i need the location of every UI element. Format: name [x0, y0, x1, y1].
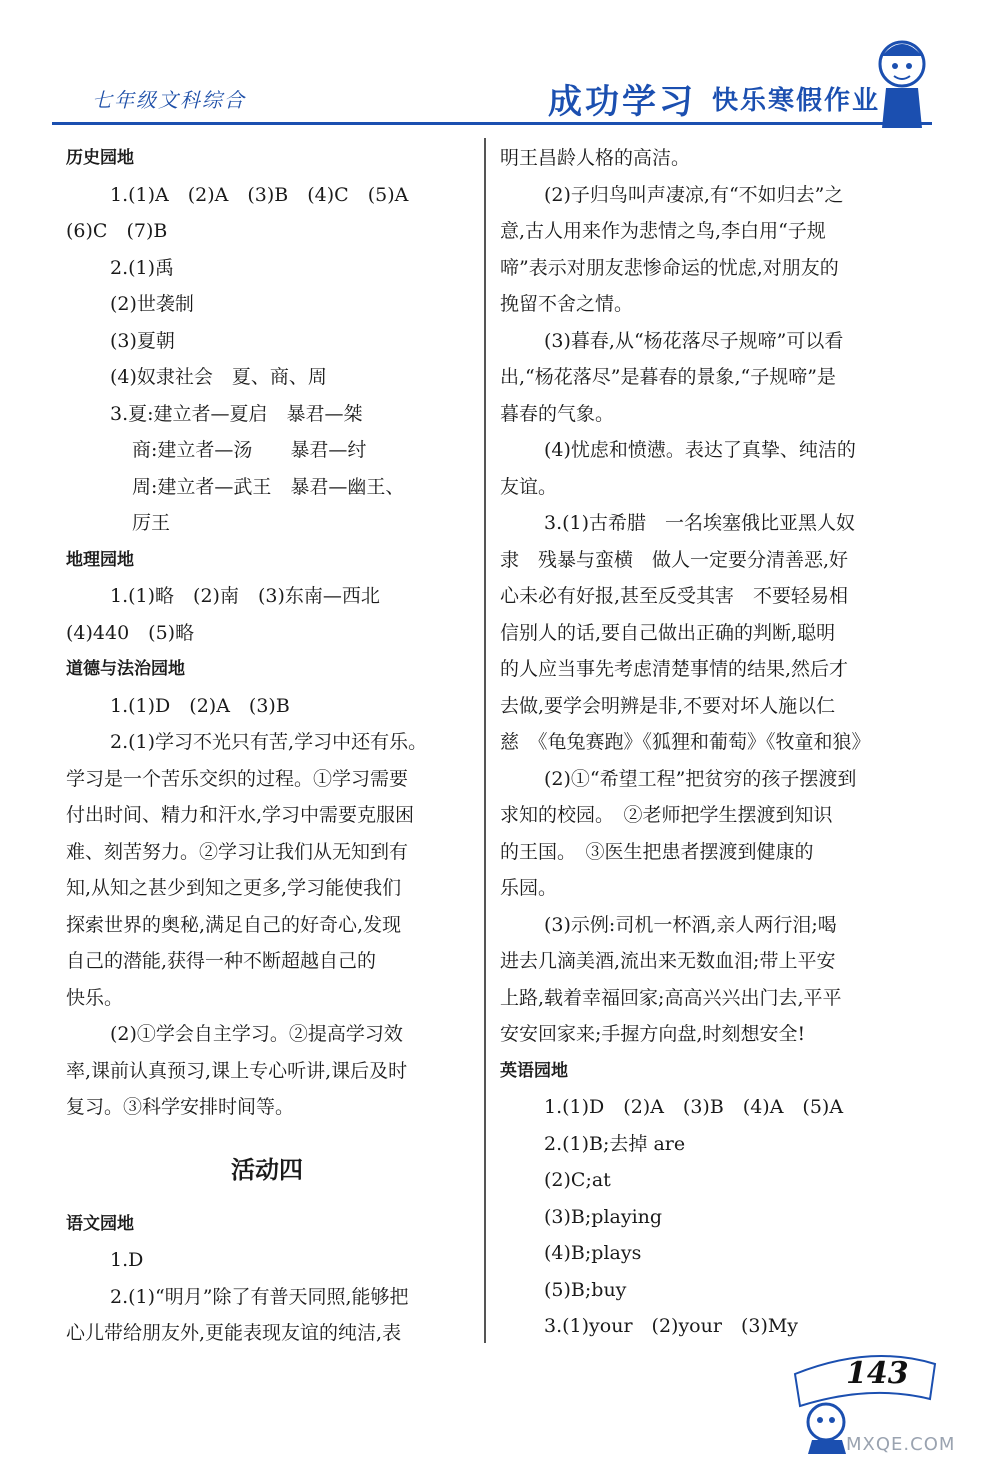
text-line: 进去几滴美酒,流出来无数血泪;带上平安	[500, 950, 836, 972]
text-line: 学习是一个苦乐交织的过程。①学习需要	[66, 767, 409, 790]
text-line: 率,课前认真预习,课上专心听讲,课后及时	[66, 1059, 408, 1082]
watermark: MXQE.COM	[846, 1434, 956, 1455]
text-line: (3)暮春,从“杨花落尽子规啼”可以看	[544, 329, 844, 352]
text-line: 友谊。	[500, 475, 558, 498]
text-line: 1.(1)略 (2)南 (3)东南—西北	[110, 585, 380, 607]
text-line: (3)B;playing	[544, 1205, 663, 1228]
text-line: 知,从知之甚少到知之更多,学习能使我们	[66, 877, 402, 899]
text-line: (2)世袭制	[110, 293, 194, 315]
text-line: (2)子归鸟叫声凄凉,有“不如归去”之	[544, 183, 844, 206]
text-line: (6)C (7)B	[66, 220, 168, 242]
text-line: 难、刻苦努力。②学习让我们从无知到有	[66, 840, 409, 863]
text-line: 3.(1)your (2)your (3)My	[544, 1315, 799, 1337]
page-number: 143	[846, 1356, 909, 1391]
text-line: 信别人的话,要自己做出正确的判断,聪明	[500, 621, 836, 644]
text-line: 隶 残暴与蛮横 做人一定要分清善恶,好	[500, 548, 849, 571]
section-heading: 语文园地	[66, 1213, 134, 1234]
text-line: 探索世界的奥秘,满足自己的好奇心,发现	[66, 913, 402, 936]
text-line: 上路,载着幸福回家;高高兴兴出门去,平平	[500, 986, 842, 1009]
text-line: (4)奴隶社会 夏、商、周	[110, 366, 327, 388]
section-heading: 道德与法治园地	[66, 659, 185, 679]
text-line: 2.(1)学习不光只有苦,学习中还有乐。	[110, 731, 428, 753]
text-line: 心儿带给朋友外,更能表现友谊的纯洁,表	[66, 1322, 402, 1344]
text-line: 3.(1)古希腊 一名埃塞俄比亚黑人奴	[544, 512, 856, 534]
text-line: 1.D	[110, 1249, 144, 1271]
text-line: 2.(1)B;去掉 are	[544, 1132, 686, 1155]
text-line: (2)①学会自主学习。②提高学习效	[110, 1023, 403, 1045]
header-left-title: 七年级文科综合	[92, 88, 246, 112]
section-heading: 英语园地	[500, 1060, 568, 1081]
text-line: 1.(1)A (2)A (3)B (4)C (5)A	[110, 183, 409, 206]
text-line: (5)B;buy	[544, 1278, 627, 1301]
text-line: 慈 《龟兔赛跑》《狐狸和葡萄》《牧童和狼》	[500, 731, 871, 753]
text-line: 3.夏:建立者—夏启 暴君—桀	[110, 402, 363, 425]
text-line: 乐园。	[500, 877, 558, 899]
text-line: (4)忧虑和愤懑。表达了真挚、纯洁的	[544, 439, 856, 461]
text-line: 的王国。 ③医生把患者摆渡到健康的	[500, 840, 814, 863]
text-line: 1.(1)D (2)A (3)B (4)A (5)A	[544, 1096, 844, 1118]
text-line: 快乐。	[66, 986, 124, 1009]
header-subtitle: 快乐寒假作业	[712, 86, 881, 116]
section-heading: 历史园地	[66, 148, 134, 168]
text-line: 自己的潜能,获得一种不断超越自己的	[66, 950, 377, 972]
activity-title: 活动四	[231, 1155, 303, 1184]
text-line: 2.(1)“明月”除了有普天同照,能够把	[110, 1285, 409, 1308]
cartoon-boy-icon	[872, 16, 932, 146]
text-line: (4)B;plays	[544, 1242, 642, 1264]
text-line: 2.(1)禹	[110, 256, 175, 279]
text-line: 厉王	[132, 512, 171, 534]
text-line: (4)440 (5)略	[66, 621, 195, 644]
text-line: (2)①“希望工程”把贫穷的孩子摆渡到	[544, 767, 857, 790]
text-line: 1.(1)D (2)A (3)B	[110, 694, 290, 717]
text-line: 暮春的气象。	[500, 402, 615, 425]
text-line: 明王昌龄人格的高洁。	[500, 147, 691, 169]
text-line: 啼”表示对朋友悲惨命运的忧虑,对朋友的	[500, 256, 839, 279]
text-line: 商:建立者—汤 暴君—纣	[132, 439, 367, 461]
text-line: (3)示例:司机一杯酒,亲人两行泪;喝	[544, 913, 837, 936]
header-rule	[52, 122, 932, 125]
text-line: 复习。③科学安排时间等。	[66, 1096, 295, 1118]
text-line: 去做,要学会明辨是非,不要对坏人施以仁	[500, 694, 836, 717]
text-line: 出,“杨花落尽”是暮春的景象,“子规啼”是	[500, 366, 836, 388]
text-line: 挽留不舍之情。	[500, 293, 634, 315]
text-line: 周:建立者—武王 暴君—幽王、	[132, 475, 405, 498]
text-line: 意,古人用来作为悲情之鸟,李白用“子规	[500, 220, 826, 242]
brand-title: 成功学习	[548, 82, 696, 122]
text-line: 求知的校园。 ②老师把学生摆渡到知识	[500, 804, 833, 826]
text-line: 安安回家来;手握方向盘,时刻想安全!	[500, 1023, 806, 1045]
left-column	[66, 140, 468, 1352]
text-line: 付出时间、精力和汗水,学习中需要克服困	[66, 804, 415, 826]
right-column	[500, 140, 892, 1345]
text-line: 的人应当事先考虑清楚事情的结果,然后才	[500, 658, 849, 680]
text-line: 心未必有好报,甚至反受其害 不要轻易相	[500, 585, 849, 607]
column-divider	[484, 138, 486, 1343]
text-line: (2)C;at	[544, 1169, 611, 1191]
text-line: (3)夏朝	[110, 329, 175, 352]
section-heading: 地理园地	[66, 549, 134, 570]
